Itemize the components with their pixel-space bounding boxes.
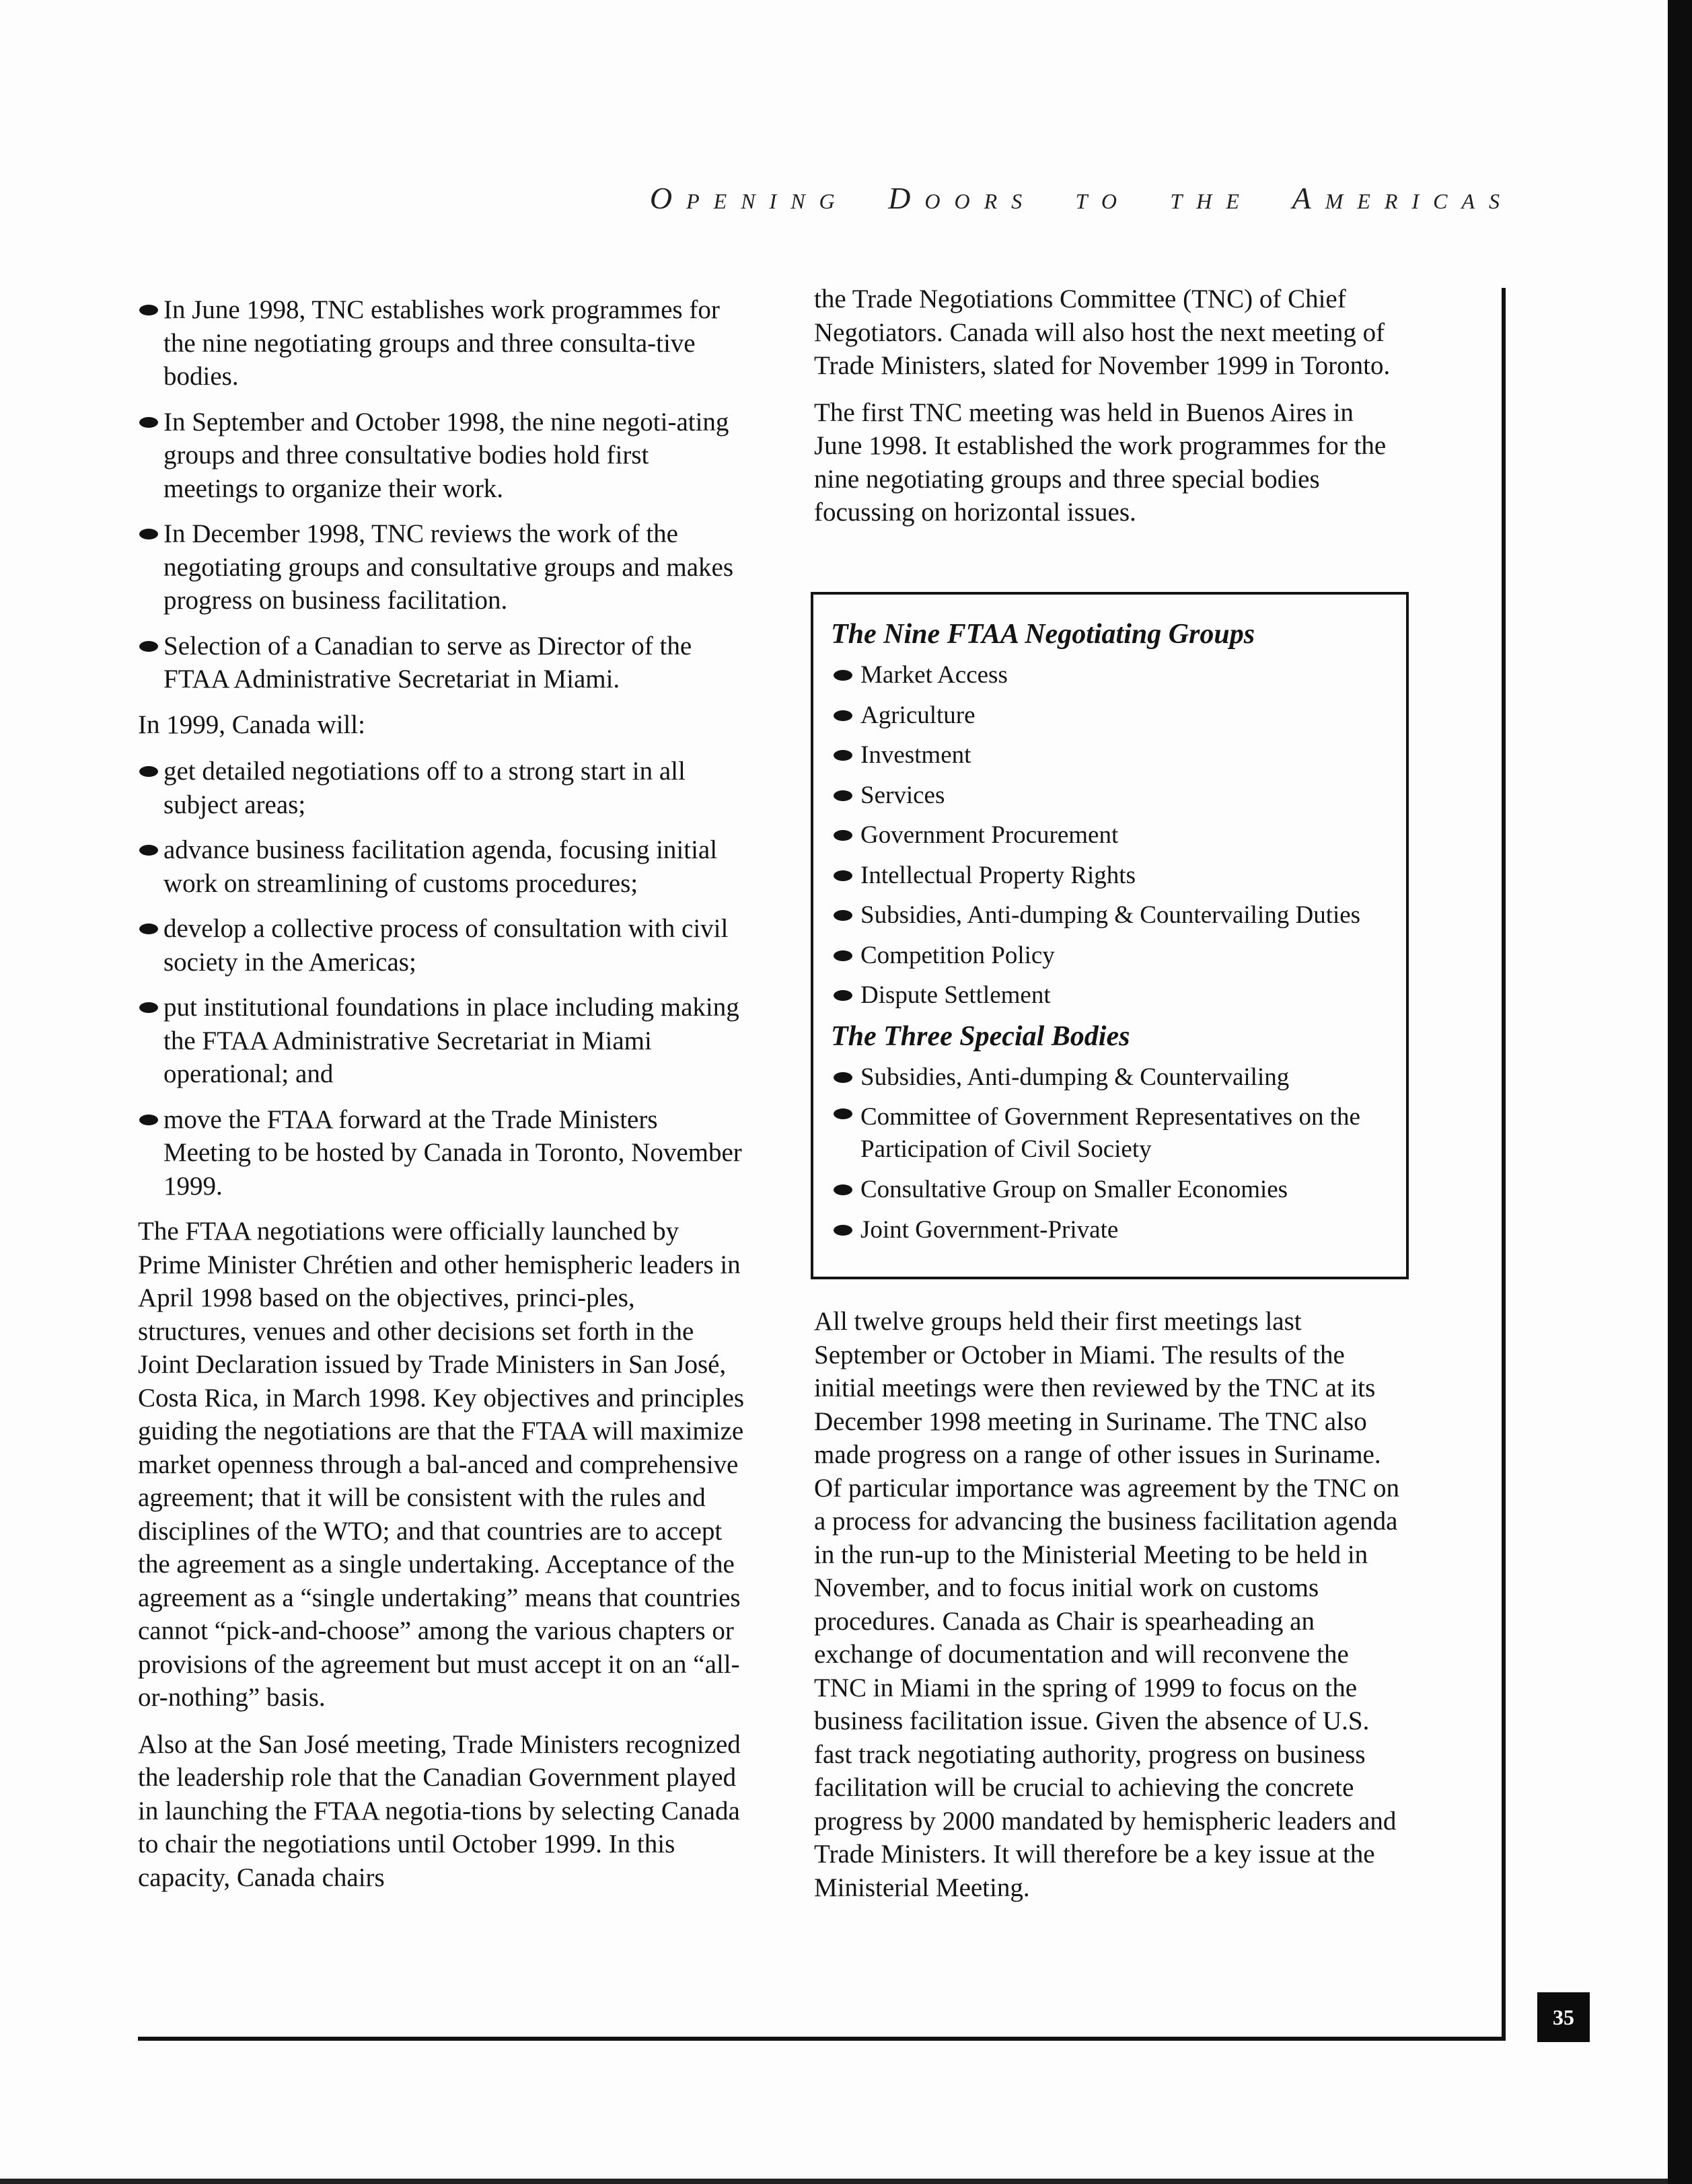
group-item <box>831 735 1406 776</box>
group-item <box>831 936 1406 976</box>
list-item <box>138 755 747 821</box>
bullet-icon <box>834 830 852 841</box>
body-item <box>831 1057 1406 1098</box>
group-item-label: Dispute Settlement <box>860 981 1051 1009</box>
bodies-list <box>831 1057 1406 1250</box>
bullet-icon <box>834 750 852 761</box>
bullet-icon <box>834 710 852 721</box>
group-item <box>831 655 1406 695</box>
list-item <box>138 991 747 1091</box>
bullet-list-1998 <box>138 293 747 696</box>
bullet-icon <box>834 1108 852 1119</box>
group-item-label: Services <box>860 781 945 809</box>
paragraph-first-tnc: The first TNC meeting was held in Buenos Aires in June 1998. It established the work programmes for the nine negotiating groups and three special bodies focussing on horizontal issues. <box>814 398 1387 527</box>
page-number: 35 <box>1537 1992 1590 2042</box>
group-item <box>831 776 1406 816</box>
bullet-icon <box>139 417 158 428</box>
group-item-label: Competition Policy <box>860 941 1055 969</box>
bullet-icon <box>139 924 158 934</box>
running-header: Opening Doors to the Americas <box>649 181 1514 215</box>
list-item-text: Selection of a Canadian to serve as Director of the FTAA Administrative Secretariat in Miami. <box>163 631 692 693</box>
list-item-text: In September and October 1998, the nine negoti-ating groups and three consultative bodies hold first meetings to organize their work. <box>163 407 729 503</box>
body-item-label: Committee of Government Representatives on the Participation of Civil Society <box>860 1103 1360 1163</box>
group-item-label: Intellectual Property Rights <box>860 861 1136 889</box>
left-column <box>138 293 747 1908</box>
intro-1999: In 1999, Canada will: <box>138 710 365 739</box>
groups-list <box>831 655 1406 1016</box>
group-item-label: Subsidies, Anti-dumping & Countervailing Duties <box>860 901 1361 929</box>
list-item <box>138 1103 747 1203</box>
bullet-icon <box>834 910 852 921</box>
bullet-icon <box>834 990 852 1001</box>
body-item-label: Joint Government-Private <box>860 1215 1119 1244</box>
page-bottom-edge <box>0 2179 1668 2184</box>
list-item-text: develop a collective process of consultation with civil society in the Americas; <box>163 914 729 977</box>
bullet-icon <box>139 845 158 856</box>
group-item-label: Agriculture <box>860 701 976 729</box>
group-item-label: Investment <box>860 741 971 769</box>
body-item <box>831 1170 1406 1210</box>
page-edge-shadow <box>1668 0 1692 2184</box>
bullet-icon <box>834 790 852 801</box>
list-item-text: advance business facilitation agenda, focusing initial work on streamlining of customs procedures; <box>163 835 718 898</box>
body-item-label: Subsidies, Anti-dumping & Countervailing <box>860 1063 1290 1091</box>
list-item <box>138 293 747 393</box>
right-column <box>814 283 1399 543</box>
list-item-text: In June 1998, TNC establishes work programmes for the nine negotiating groups and three consulta-tive bodies. <box>163 295 720 391</box>
body-item <box>831 1097 1406 1170</box>
bullet-icon <box>139 1115 158 1125</box>
group-item <box>831 975 1406 1016</box>
bullet-icon <box>834 950 852 961</box>
list-item <box>138 517 747 617</box>
group-item <box>831 895 1406 936</box>
list-item-text: put institutional foundations in place including making the FTAA Administrative Secretariat in Miami operational; and <box>163 993 739 1088</box>
group-item <box>831 695 1406 736</box>
negotiating-groups-box <box>811 592 1409 1279</box>
list-item <box>138 912 747 979</box>
right-column-lower <box>814 1305 1406 1918</box>
body-item <box>831 1210 1406 1250</box>
list-item-text: In December 1998, TNC reviews the work of the negotiating groups and consultative groups and makes progress on business facilitation. <box>163 519 733 615</box>
footer-rule <box>138 2037 1506 2041</box>
bullet-icon <box>834 870 852 881</box>
group-item <box>831 856 1406 896</box>
group-item <box>831 815 1406 856</box>
body-item-label: Consultative Group on Smaller Economies <box>860 1176 1288 1203</box>
paragraph-tnc-continued: the Trade Negotiations Committee (TNC) of Chief Negotiators. Canada will also host the next meeting of Trade Ministers, slated for November 1999 in Toronto. <box>814 285 1391 380</box>
list-item <box>138 833 747 900</box>
paragraph-san-jose: Also at the San José meeting, Trade Ministers recognized the leadership role that the Canadian Government played in launching the FTAA negotia-tions by selecting Canada to chair the negotiations until October 1999. In this capacity, Canada chairs <box>138 1729 741 1892</box>
groups-heading: The Nine FTAA Negotiating Groups <box>831 619 1255 650</box>
bullet-list-1999 <box>138 755 747 1203</box>
list-item-text: move the FTAA forward at the Trade Ministers Meeting to be hosted by Canada in Toronto, November 1999. <box>163 1104 742 1201</box>
bullet-icon <box>139 766 158 777</box>
list-item <box>138 630 747 696</box>
vertical-rule <box>1502 288 1506 2037</box>
bullet-icon <box>139 1002 158 1013</box>
list-item <box>138 406 747 506</box>
list-item-text: get detailed negotiations off to a strong start in all subject areas; <box>163 757 686 819</box>
bullet-icon <box>139 641 158 652</box>
bullet-icon <box>834 1225 852 1236</box>
group-item-label: Government Procurement <box>860 821 1119 849</box>
bullet-icon <box>834 670 852 681</box>
bullet-icon <box>139 305 158 315</box>
paragraph-launch: The FTAA negotiations were officially launched by Prime Minister Chrétien and other hemispheric leaders in April 1998 based on the objectives, princi-ples, structures, venues and other decisions set forth in the Joint Declaration issued by Trade Ministers in San José, Costa Rica, in March 1998. Key objectives and principles guiding the negotiations are that the FTAA will maximize market openness through a bal-anced and comprehensive agreement; that it will be consistent with the rules and disciplines of the WTO; and that countries are to accept the agreement as a single undertaking. Acceptance of the agreement as a “single undertaking” means that countries cannot “pick-and-choose” among the various chapters or provisions of the agreement but must accept it on an “all-or-nothing” basis. <box>138 1217 745 1712</box>
paragraph-twelve-groups: All twelve groups held their first meetings last September or October in Miami. The results of the initial meetings were then reviewed by the TNC at its December 1998 meeting in Suriname. The TNC also made progress on a range of other issues in Suriname. Of particular importance was agreement by the TNC on a process for advancing the business facilitation agenda in the run-up to the Ministerial Meeting to be held in November, and to focus initial work on customs procedures. Canada as Chair is spearheading an exchange of documentation and will reconvene the TNC in Miami in the spring of 1999 to focus on the business facilitation issue. Given the absence of U.S. fast track negotiating authority, progress on business facilitation will be crucial to achieving the concrete progress by 2000 mandated by hemispheric leaders and Trade Ministers. It will therefore be a key issue at the Ministerial Meeting. <box>814 1307 1399 1902</box>
bodies-heading: The Three Special Bodies <box>831 1020 1130 1052</box>
group-item-label: Market Access <box>860 661 1008 689</box>
bullet-icon <box>834 1072 852 1083</box>
bullet-icon <box>834 1184 852 1195</box>
bullet-icon <box>139 529 158 539</box>
